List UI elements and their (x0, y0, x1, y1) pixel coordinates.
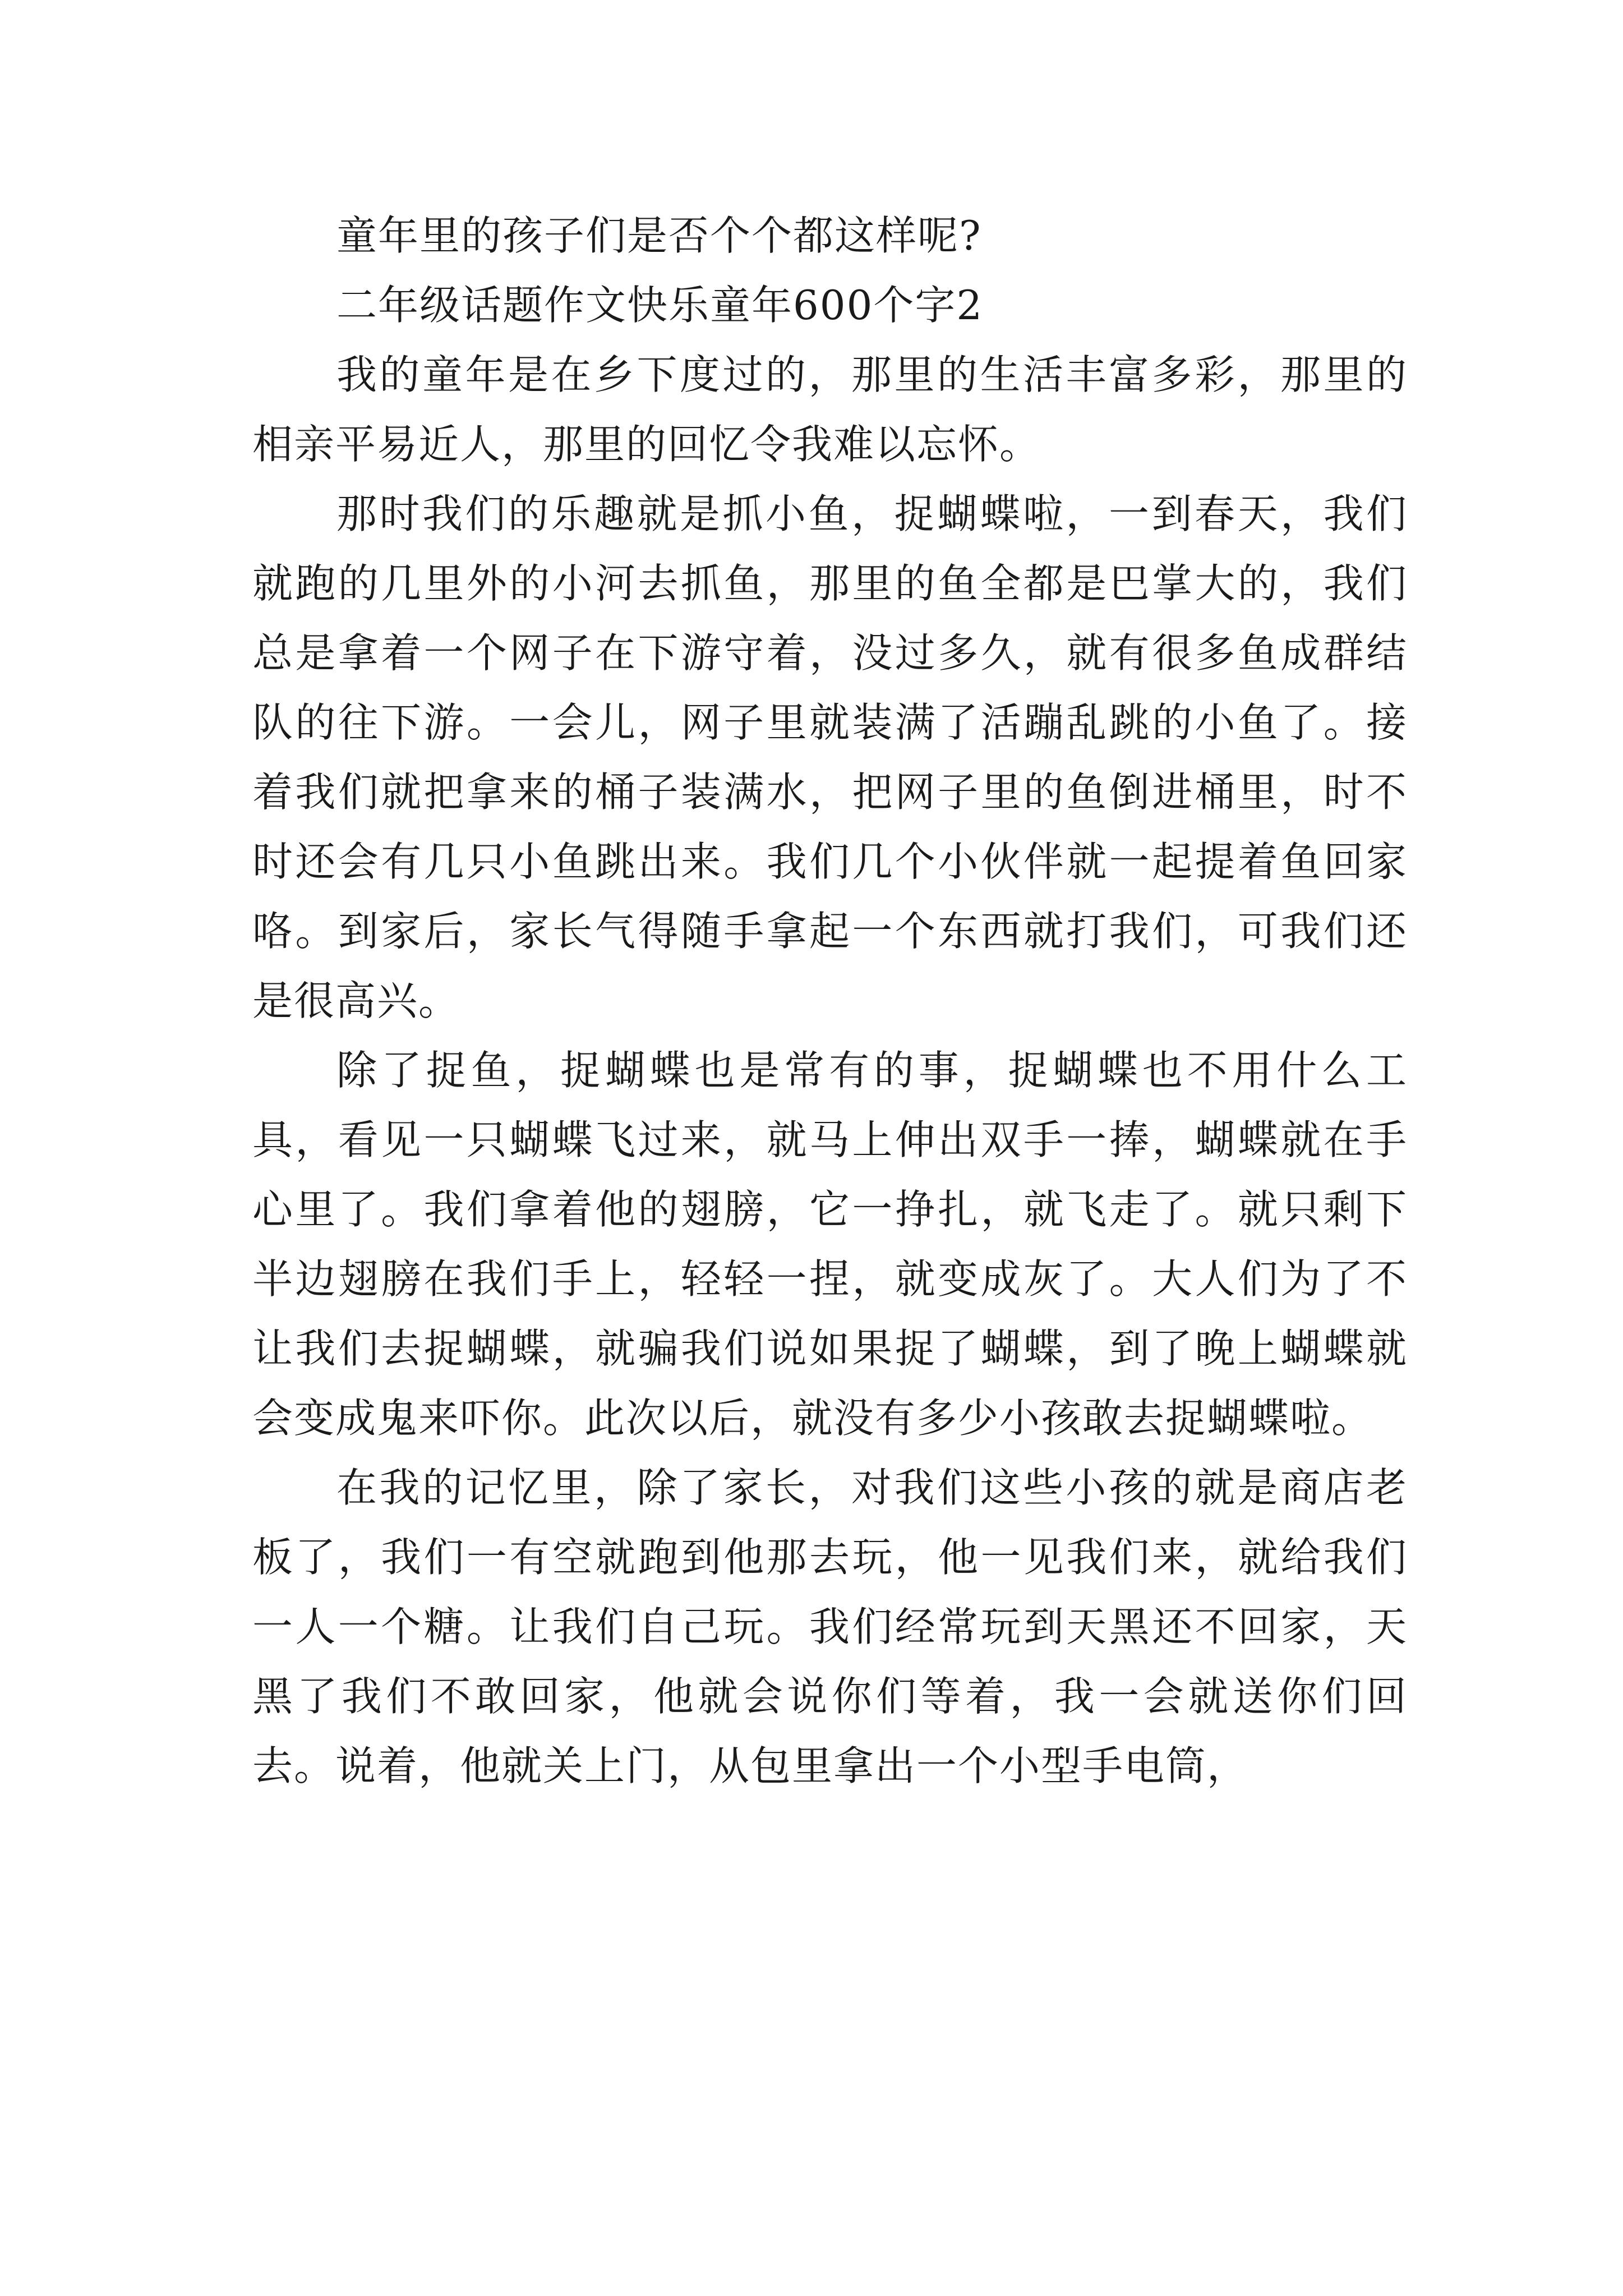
paragraph: 在我的记忆里，除了家长，对我们这些小孩的就是商店老板了，我们一有空就跑到他那去玩，他一见我们来，就给我们一人一个糖。让我们自己玩。我们经常玩到天黑还不回家，天黑了我们不敢回家，他就会说你们等着，我一会就送你们回去。说着，他就关上门，从包里拿出一个小型手电筒， (252, 1464, 1408, 1789)
body-text (252, 201, 1408, 1801)
essay-title: 二年级话题作文快乐童年600个字2 (336, 282, 984, 329)
paragraph: 童年里的孩子们是否个个都这样呢? (336, 212, 982, 259)
paragraph: 除了捉鱼，捉蝴蝶也是常有的事，捉蝴蝶也不用什么工具，看见一只蝴蝶飞过来，就马上伸出双手一捧，蝴蝶就在手心里了。我们拿着他的翅膀，它一挣扎，就飞走了。就只剩下半边翅膀在我们手上，轻轻一捏，就变成灰了。大人们为了不让我们去捉蝴蝶，就骗我们说如果捉了蝴蝶，到了晚上蝴蝶就会变成鬼来吓你。此次以后，就没有多少小孩敢去捉蝴蝶啦。 (252, 1047, 1408, 1442)
paragraph: 我的童年是在乡下度过的，那里的生活丰富多彩，那里的相亲平易近人，那里的回忆令我难以忘怀。 (252, 351, 1408, 468)
paragraph: 那时我们的乐趣就是抓小鱼，捉蝴蝶啦，一到春天，我们就跑的几里外的小河去抓鱼，那里的鱼全都是巴掌大的，我们总是拿着一个网子在下游守着，没过多久，就有很多鱼成群结队的往下游。一会儿，网子里就装满了活蹦乱跳的小鱼了。接着我们就把拿来的桶子装满水，把网子里的鱼倒进桶里，时不时还会有几只小鱼跳出来。我们几个小伙伴就一起提着鱼回家咯。到家后，家长气得随手拿起一个东西就打我们，可我们还是很高兴。 (252, 490, 1408, 1024)
